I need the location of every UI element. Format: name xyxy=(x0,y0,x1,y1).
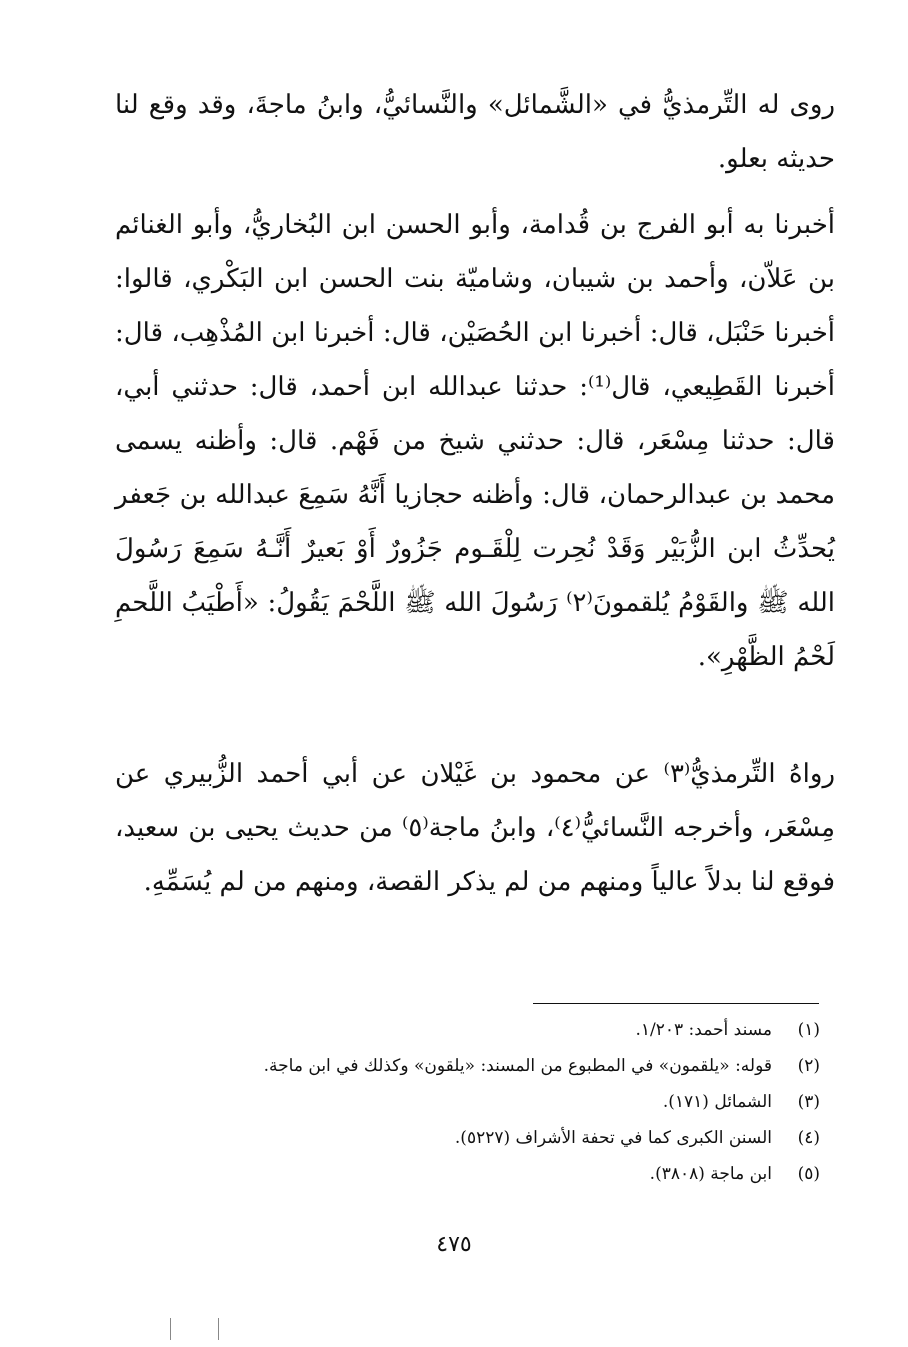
footnote-number: (١) xyxy=(797,1020,820,1040)
paragraph-narrators: روى له التِّرمذيُّ في «الشَّمائل» والنَّسائيُّ، وابنُ ماجةَ، وقد وقع لنا حديثه بعلو. xyxy=(115,90,835,174)
footnote-number: (٤) xyxy=(797,1128,820,1148)
footnote-separator xyxy=(533,1003,819,1004)
footnote-text: مسند أحمد: ١/٢٠٣. xyxy=(635,1020,772,1040)
paragraph-hadith-chain: أخبرنا به أبو الفرج بن قُدامة، وأبو الحسن ابن البُخاريُّ، وأبو الغنائم بن عَلاّن، وأحمد بن شيبان، وشاميّة بنت الحسن ابن البَكْري، قالوا: أخبرنا حَنْبَل، قال: أخبرنا ابن الحُصَيْن، قال: أخبرنا ابن المُذْهِب، قال: أخبرنا القَطِيعي، قال⁽¹⁾: حدثنا عبدالله ابن أحمد، قال: حدثني أبي، قال: حدثنا مِسْعَر، قال: حدثني شيخ من فَهْم. قال: وأظنه يسمى محمد بن عبدالرحمان، قال: وأظنه حجازيا أَنَّهُ سَمِعَ عبدالله بن جَعفر يُحدِّثُ ابن الزُّبَيْر وَقَدْ نُحِرت لِلْقَـوم جَزُورٌ أَوْ بَعيرٌ أَنَّـهُ سَمِعَ رَسُولَ الله ﷺ والقَوْمُ يُلقمونَ⁽٢⁾ رَسُولَ الله ﷺ اللَّحْمَ يَقُولُ: «أَطْيَبُ اللَّحمِ لَحْمُ الظَّهْرِ». xyxy=(115,210,836,672)
footnote-item xyxy=(115,1048,820,1084)
footnote-text: قوله: «يلقمون» في المطبوع من المسند: «يلقون» وكذلك في ابن ماجة. xyxy=(263,1056,772,1076)
footnote-text: الشمائل (١٧١). xyxy=(662,1092,772,1112)
paragraph-takhrij: رواهُ التِّرمذيُّ⁽٣⁾ عن محمود بن غَيْلان عن أبي أحمد الزُّبيري عن مِسْعَر، وأخرجه النَّسائيُّ⁽٤⁾، وابنُ ماجة⁽٥⁾ من حديث يحيى بن سعيد، فوقع لنا بدلاً عالياً ومنهم من لم يذكر القصة، ومنهم من لم يُسَمِّهِ. xyxy=(115,759,836,897)
footnote-item xyxy=(115,1120,820,1156)
footnote-text: السنن الكبرى كما في تحفة الأشراف (٥٢٢٧). xyxy=(454,1128,772,1148)
footnote-number: (٣) xyxy=(797,1092,820,1112)
footnote-item xyxy=(115,1084,820,1120)
scan-margin-mark xyxy=(170,1318,171,1340)
scan-margin-mark xyxy=(218,1318,219,1340)
footnote-number: (٢) xyxy=(797,1056,820,1076)
footnote-item xyxy=(115,1012,820,1048)
footnote-number: (٥) xyxy=(797,1164,820,1184)
footnotes-list xyxy=(115,1012,820,1192)
page-number: ٤٧٥ xyxy=(436,1232,472,1257)
footnote-item xyxy=(115,1156,820,1192)
footnote-text: ابن ماجة (٣٨٠٨). xyxy=(649,1164,772,1184)
